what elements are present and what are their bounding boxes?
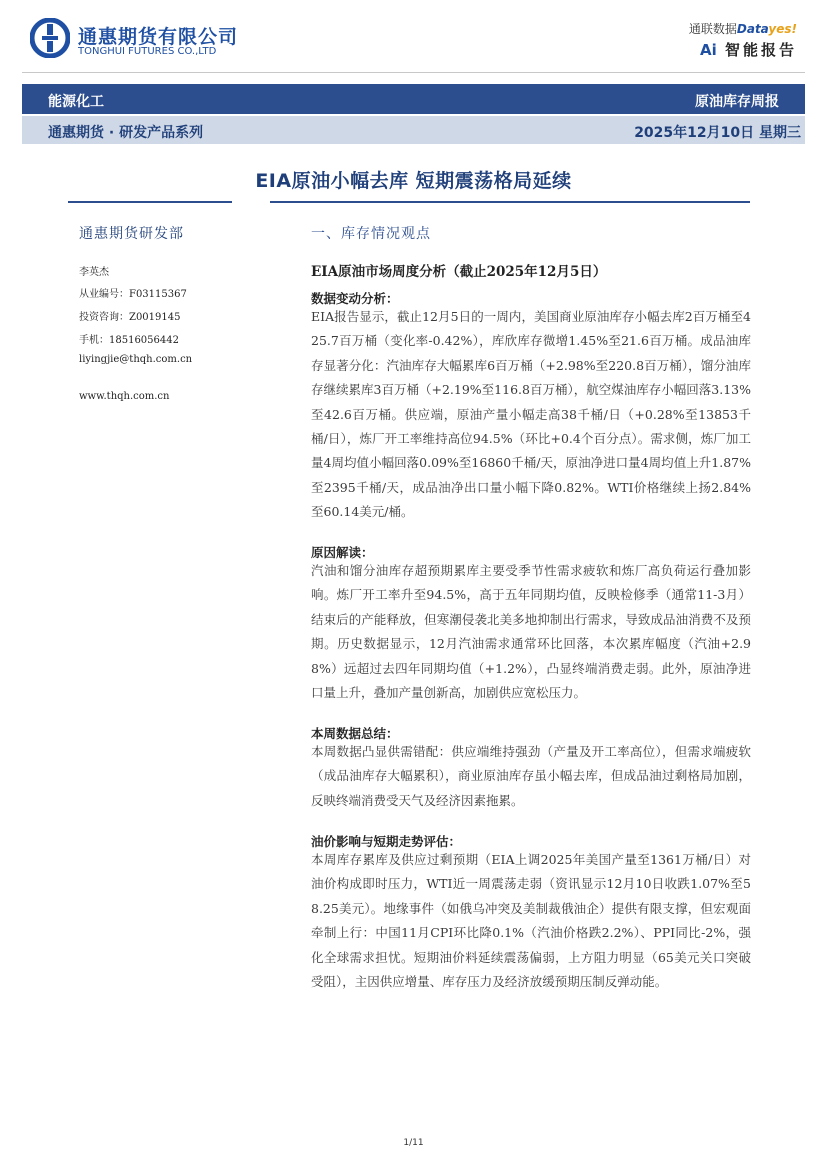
category-label: 能源化工 xyxy=(48,94,104,110)
block-text-outlook: 本周库存累库及供应过剩预期（EIA上调2025年美国产量至1361万桶/日）对油价构成即时压力，WTI近一周震荡走弱（资讯显示12月10日收跌1.07%至58.25美元）。地缘事件（如俄乌冲突及美制裁俄油企）提供有限支撑，但宏观面牵制上行：中国11月CPI环比降0.1%（汽油价格跌2.2%）、PPI同比-2%，强化全球需求担忧。短期油价料延续震荡偏弱，上方阻力明显（65美元关口突破受阻），主因供应增量、库存压力及经济放缓预期压制反弹动能。 xyxy=(311,852,751,990)
website-link[interactable]: www.thqh.com.cn xyxy=(79,391,170,402)
block-text-summary: 本周数据凸显供需错配：供应端维持强劲（产量及开工率高位），但需求端疲软（成品油库存大幅累积），商业原油库存虽小幅去库，但成品油过剩格局加剧，反映终端消费受天气及经济因素拖累。 xyxy=(311,744,751,808)
report-type-label: 原油库存周报 xyxy=(695,94,779,110)
company-logo-icon xyxy=(30,18,70,58)
block-heading-data-change: 数据变动分析： xyxy=(311,291,399,306)
research-dept: 通惠期货研发部 xyxy=(79,226,184,242)
company-name-cn: 通惠期货有限公司 xyxy=(78,26,239,48)
sidebar-title-rule xyxy=(68,201,232,203)
datayes-name-en: Data xyxy=(736,22,769,36)
datayes-name-yes: yes! xyxy=(768,22,797,36)
analysis-title: EIA原油市场周度分析（截止2025年12月5日） xyxy=(311,264,607,280)
phone-number: 手机：18516056442 xyxy=(79,335,179,346)
block-text-reasons: 汽油和馏分油库存超预期累库主要受季节性需求疲软和炼厂高负荷运行叠加影响。炼厂开工率升至94.5%，高于五年同期均值，反映检修季（通常11-3月）结束后的产能释放，但寒潮侵袭北美多地抑制出行需求，导致成品油消费不及预期。历史数据显示，12月汽油需求通常环比回落，本次累库幅度（汽油+2.98%）远超过去四年同期均值（+1.2%），凸显终端消费走弱。此外，原油净进口量上升，叠加产量创新高，加剧供应宽松压力。 xyxy=(311,563,751,701)
section-heading: 一、库存情况观点 xyxy=(311,226,431,242)
block-heading-summary: 本周数据总结： xyxy=(311,726,399,741)
consult-number: 投资咨询：Z0019145 xyxy=(79,312,181,323)
main-title-rule xyxy=(270,201,750,203)
block-text-data-change: EIA报告显示，截止12月5日的一周内，美国商业原油库存小幅去库2百万桶至425.7百万桶（变化率-0.42%），库欣库存微增1.45%至21.6百万桶。成品油库存显著分化：汽油库存大幅累库6百万桶（+2.98%至220.8百万桶），馏分油库存继续累库3百万桶（+2.19%至116.8百万桶），航空煤油库存小幅回落3.13%至42.6百万桶。供应端，原油产量小幅走高38千桶/日（+0.28%至13853千桶/日），炼厂开工率维持高位94.5%（环比+0.4个百分点）。需求侧，炼厂加工量4周均值小幅回落0.09%至16860千桶/天，原油净进口量4周均值上升1.87%至2395千桶/天，成品油净出口量小幅下降0.82%。WTI价格继续上扬2.84%至60.14美元/桶。 xyxy=(311,309,751,520)
company-name-en: TONGHUI FUTURES CO.,LTD xyxy=(78,46,217,57)
datayes-name-cn: 通联数据 xyxy=(688,22,737,36)
ai-mark-icon: Ai xyxy=(699,41,717,59)
block-heading-reasons: 原因解读： xyxy=(311,545,374,560)
email-link[interactable]: liyingjie@thqh.com.cn xyxy=(79,354,193,365)
report-date: 2025年12月10日 星期三 xyxy=(634,125,801,141)
header-divider xyxy=(22,72,805,73)
page-number: 1/11 xyxy=(403,1138,424,1148)
category-band xyxy=(22,84,805,114)
license-number: 从业编号：F03115367 xyxy=(79,289,187,300)
author-name: 李英杰 xyxy=(79,267,109,278)
ai-report-label: 智能报告 xyxy=(724,41,797,59)
ai-report-logo xyxy=(700,39,797,60)
series-label: 通惠期货 · 研发产品系列 xyxy=(48,125,204,141)
block-heading-outlook: 油价影响与短期走势评估： xyxy=(311,834,462,849)
datayes-logo xyxy=(689,20,797,37)
report-title: EIA原油小幅去库 短期震荡格局延续 xyxy=(255,170,572,192)
